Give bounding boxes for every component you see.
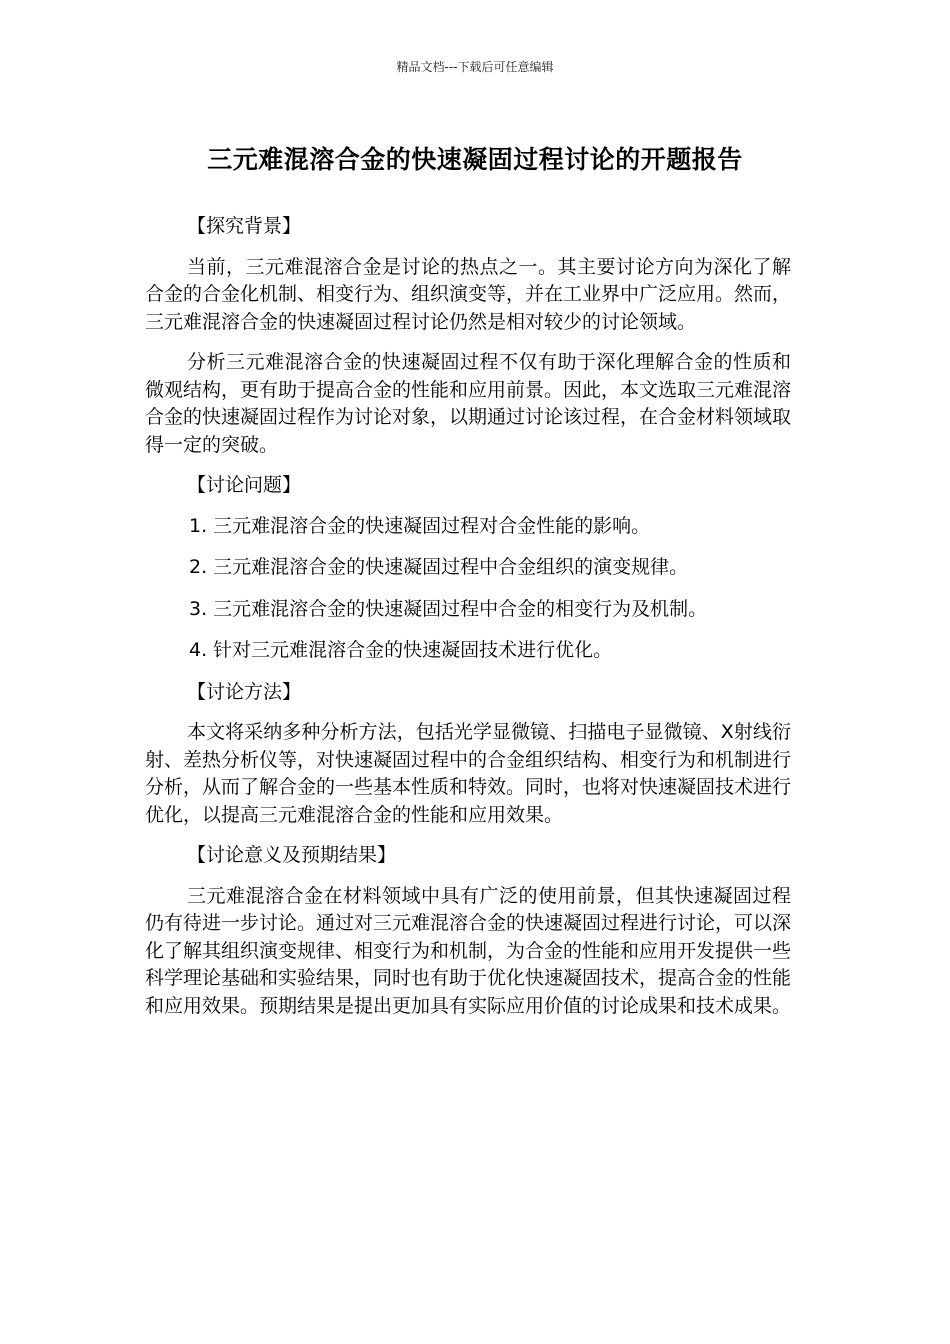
methods-heading: 【讨论方法】 — [187, 680, 302, 703]
background-paragraph-1: 当前，三元难混溶合金是讨论的热点之一。其主要讨论方向为深化了解合金的合金化机制、相变行为、组织演变等，并在工业界中广泛应用。然而，三元难混溶合金的快速凝固过程讨论仍然是相对较少的讨论领域。 — [145, 255, 792, 333]
question-item-2: 2. 三元难混溶合金的快速凝固过程中合金组织的演变规律。 — [189, 556, 689, 578]
background-heading: 【探究背景】 — [187, 215, 302, 237]
questions-heading: 【讨论问题】 — [187, 474, 302, 496]
question-item-3: 3. 三元难混溶合金的快速凝固过程中合金的相变行为及机制。 — [189, 597, 708, 620]
document-body — [145, 213, 791, 1033]
significance-heading: 【讨论意义及预期结果】 — [187, 844, 397, 866]
header-note: 精品文档---下载后可任意编辑 — [396, 60, 554, 74]
document-title: 三元难混溶合金的快速凝固过程讨论的开题报告 — [207, 145, 743, 174]
background-paragraph-2: 分析三元难混溶合金的快速凝固过程不仅有助于深化理解合金的性质和微观结构，更有助于提高合金的性能和应用前景。因此，本文选取三元难混溶合金的快速凝固过程作为讨论对象，以期通过讨论该过程，在合金材料领域取得一定的突破。 — [145, 351, 792, 456]
question-item-1: 1. 三元难混溶合金的快速凝固过程对合金性能的影响。 — [189, 514, 651, 537]
question-item-4: 4. 针对三元难混溶合金的快速凝固技术进行优化。 — [189, 639, 613, 661]
significance-paragraph: 三元难混溶合金在材料领域中具有广泛的使用前景，但其快速凝固过程仍有待进一步讨论。通过对三元难混溶合金的快速凝固过程进行讨论，可以深化了解其组织演变规律、相变行为和机制，为合金的性能和应用开发提供一些科学理论基础和实验结果，同时也有助于优化快速凝固技术，提高合金的性能和应用效果。预期结果是提出更加具有实际应用价值的讨论成果和技术成果。 — [145, 884, 792, 1017]
methods-paragraph: 本文将采纳多种分析方法，包括光学显微镜、扫描电子显微镜、X射线衍射、差热分析仪等，对快速凝固过程中的合金组织结构、相变行为和机制进行分析，从而了解合金的一些基本性质和特效。同时，也将对快速凝固技术进行优化，以提高三元难混溶合金的性能和应用效果。 — [145, 721, 792, 826]
